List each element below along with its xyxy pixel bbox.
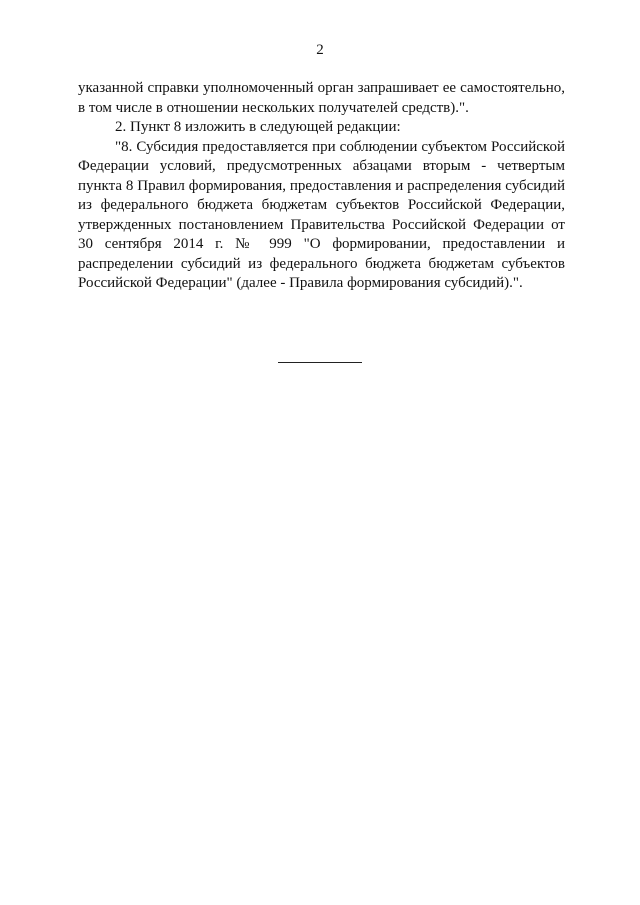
end-separator-line <box>278 362 362 363</box>
paragraph-amendment-item: 2. Пункт 8 изложить в следующей редакции: <box>115 119 401 135</box>
paragraph-continuation: указанной справки уполномоченный орган запрашивает ее самостоятельно, в том числе в отношении нескольких получателей средств).". <box>78 80 565 116</box>
document-body <box>78 79 565 294</box>
page-number: 2 <box>316 42 324 58</box>
paragraph-amendment-text: "8. Субсидия предоставляется при соблюдении субъектом Российской Федерации условий, предусмотренных абзацами вторым - четвертым пункта 8 Правил формирования, предоставления и распределения субсидий из федерального бюджета бюджетам субъектов Российской Федерации, утвержденных постановлением Правительства Российской Федерации от 30 сентября 2014 г. № 999 "О формировании, предоставлении и распределении субсидий из федерального бюджета бюджетам субъектов Российской Федерации" (далее - Правила формирования субсидий).". <box>78 138 565 291</box>
